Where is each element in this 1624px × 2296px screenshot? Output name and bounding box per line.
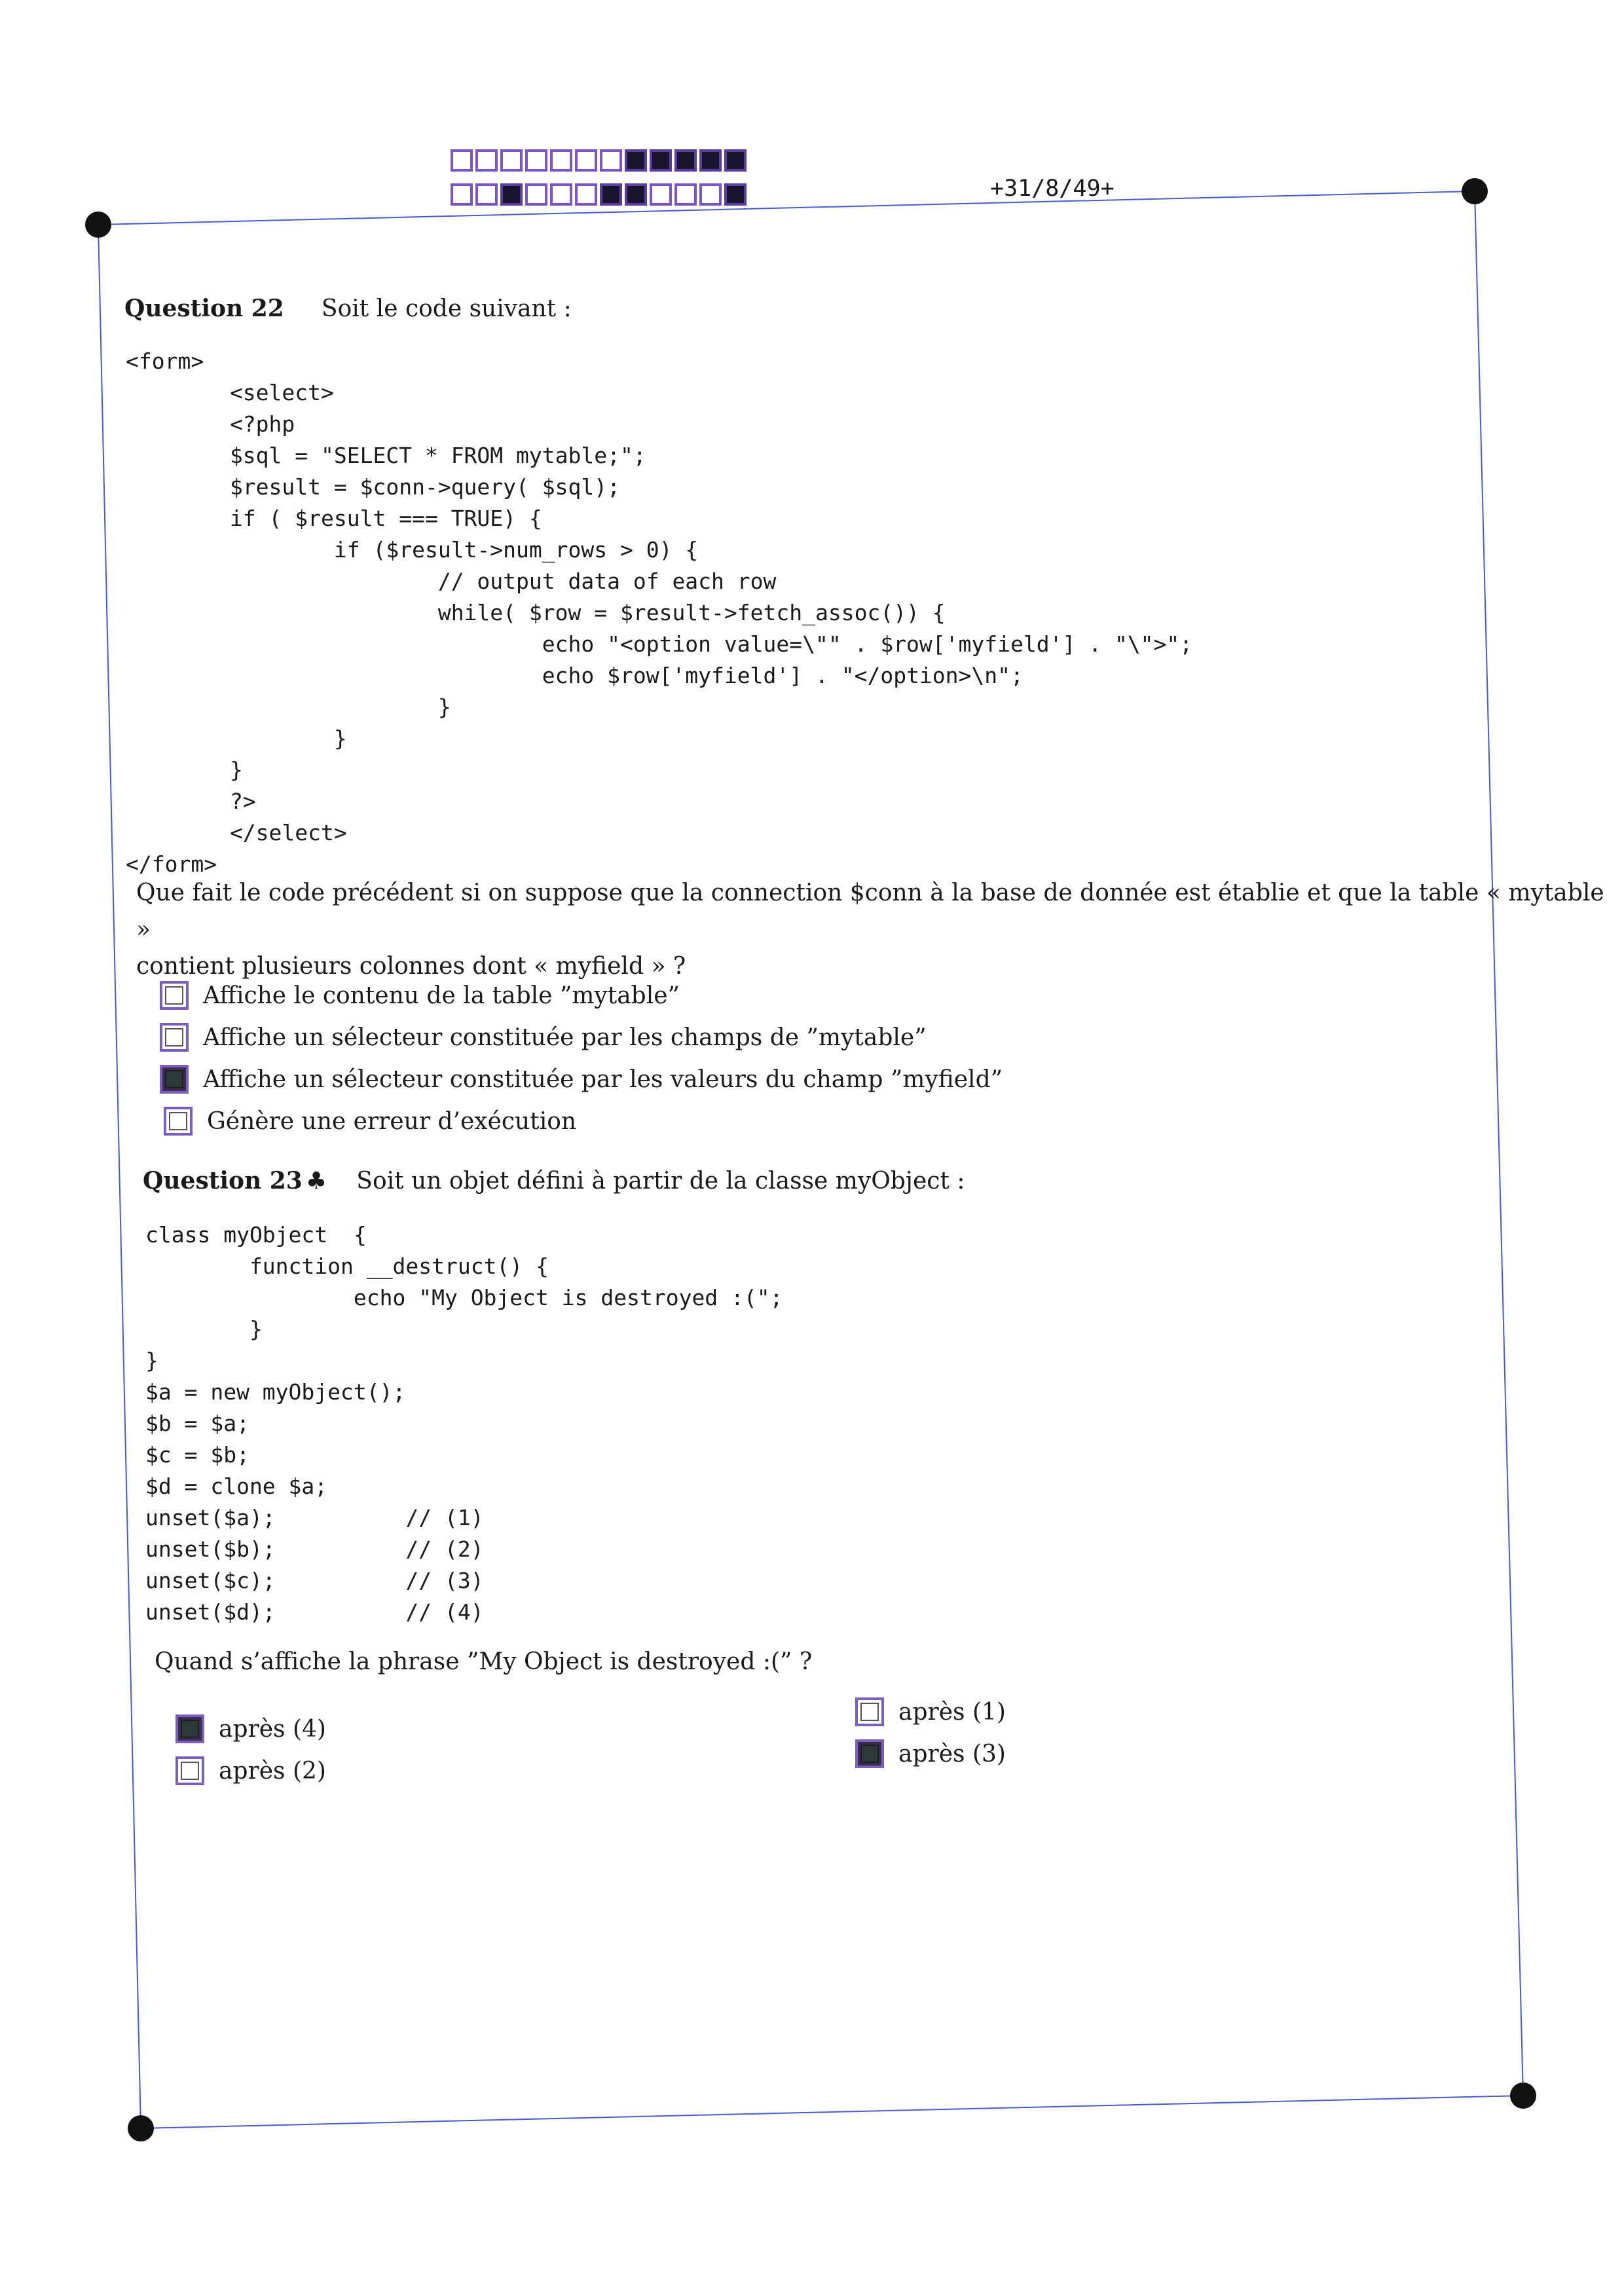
q22-option-4[interactable] (164, 1107, 576, 1136)
question-23-prompt: Quand s’affiche la phrase ”My Object is destroyed :(” ? (155, 1648, 813, 1675)
question-22-prompt-line-2: contient plusieurs colonnes dont « myfield » ? (136, 953, 686, 980)
registration-dot-top-left (85, 212, 111, 238)
q22-option-4-checkbox[interactable] (164, 1107, 193, 1136)
question-22-label: Question 22 (124, 295, 284, 322)
q23-option-3[interactable] (855, 1697, 1006, 1726)
question-22-prompt (136, 875, 1624, 985)
question-22-prompt-line-1: Que fait le code précédent si on suppose que la connection $conn à la base de donnée est établie et que la table « mytable » (136, 880, 1604, 943)
q22-option-1-label: Affiche le contenu de la table ”mytable” (203, 982, 680, 1009)
q23-option-2-label: après (2) (219, 1757, 326, 1785)
q23-option-1-label: après (4) (219, 1715, 326, 1743)
q23-option-2[interactable] (175, 1756, 326, 1785)
question-23-code: class myObject { function __destruct() { echo "My Object is destroyed :("; } } $a = new myObject(); $b = $a; $c = $b; $d = clone $a; unset($a); // (1) unset($b); // (2) unset($c); // (3) unset($d); // (4) (145, 1222, 783, 1625)
q23-option-4[interactable] (855, 1739, 1006, 1768)
q22-option-3[interactable] (160, 1065, 1003, 1094)
question-22-code: <form> <select> <?php $sql = "SELECT * FROM mytable;"; $result = $conn->query( $sql); if ( $result === TRUE) { if ($result->num_rows > 0) { // output data of each row while( $row = $result->fetch_assoc()) { echo "<option value=\"" . $row['myfield'] . "\">"; echo $row['myfield'] . "</option>\n"; } } } ?> </select> </form> (126, 348, 1193, 877)
question-23-header (143, 1167, 965, 1194)
q23-option-4-label: après (3) (898, 1740, 1006, 1768)
question-22-intro: Soit le code suivant : (321, 295, 572, 322)
q22-option-3-checkbox[interactable] (160, 1065, 189, 1094)
registration-dot-bottom-right (1510, 2083, 1536, 2109)
q23-option-3-label: après (1) (898, 1698, 1006, 1726)
q23-option-4-checkbox[interactable] (855, 1739, 884, 1768)
q22-option-2-label: Affiche un sélecteur constituée par les champs de ”mytable” (203, 1024, 927, 1051)
q22-option-1-checkbox[interactable] (160, 981, 189, 1010)
q23-option-1[interactable] (175, 1714, 326, 1743)
q22-option-1[interactable] (160, 981, 680, 1010)
registration-dot-top-right (1462, 178, 1488, 204)
q23-option-2-checkbox[interactable] (175, 1756, 204, 1785)
q22-option-2-checkbox[interactable] (160, 1023, 189, 1052)
question-22-header (124, 295, 572, 322)
question-23-intro: Soit un objet défini à partir de la classe myObject : (356, 1168, 965, 1194)
q22-option-3-label: Affiche un sélecteur constituée par les valeurs du champ ”myfield” (203, 1065, 1003, 1093)
q22-option-2[interactable] (160, 1023, 927, 1052)
registration-dot-bottom-left (128, 2115, 154, 2141)
club-icon: ♣ (305, 1167, 327, 1194)
q22-option-4-label: Génère une erreur d’exécution (207, 1107, 577, 1135)
question-23-label: Question 23 (143, 1167, 303, 1194)
page-id: +31/8/49+ (990, 176, 1115, 202)
q23-option-3-checkbox[interactable] (855, 1697, 884, 1726)
q23-option-1-checkbox[interactable] (175, 1714, 204, 1743)
